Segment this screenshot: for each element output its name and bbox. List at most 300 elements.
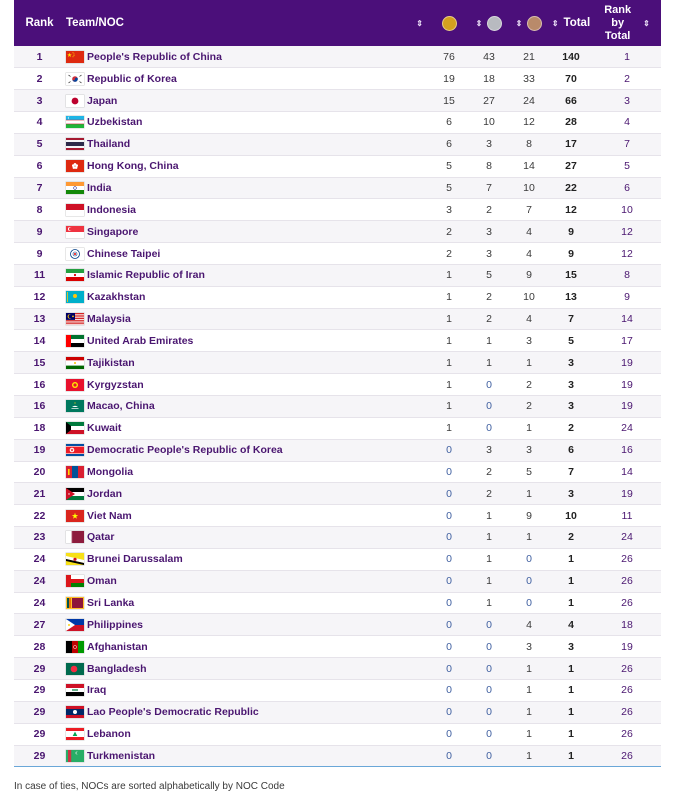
table-row: [14, 658, 661, 680]
bronze-column-header[interactable]: [509, 0, 549, 46]
bronze-count: 2: [526, 378, 532, 391]
rank-cell: 28: [33, 640, 46, 653]
table-row: [14, 352, 661, 374]
table-row: [14, 636, 661, 658]
total-count: 3: [568, 356, 574, 369]
bronze-count: 1: [526, 684, 532, 697]
rank-by-total: 9: [624, 291, 630, 304]
bronze-count: 4: [526, 313, 532, 326]
table-row: [14, 461, 661, 483]
team-name-link[interactable]: United Arab Emirates: [87, 334, 194, 347]
rank-by-total: 14: [621, 465, 633, 478]
silver-count: 1: [486, 509, 492, 522]
rank-by-total: 4: [624, 116, 630, 129]
rank-cell: 29: [33, 728, 46, 741]
rank-cell: 29: [33, 749, 46, 762]
iran-flag-icon: [66, 269, 84, 281]
total-count: 70: [565, 72, 577, 85]
team-cell-content: [65, 510, 429, 522]
table-row: [14, 243, 661, 265]
rank-by-total: 19: [621, 378, 633, 391]
gold-count: 1: [446, 400, 452, 413]
rank-by-total: 19: [621, 640, 633, 653]
bronze-count: 0: [526, 575, 532, 588]
total-count: 3: [568, 640, 574, 653]
team-cell-content: [65, 204, 429, 216]
china-flag-icon: [66, 51, 84, 63]
silver-count: 0: [486, 400, 492, 413]
table-row: [14, 199, 661, 221]
total-count: 17: [565, 138, 577, 151]
gold-count: 1: [446, 313, 452, 326]
rank-cell: 11: [33, 269, 46, 282]
india-flag-icon: [66, 182, 84, 194]
rank-by-total: 16: [621, 444, 633, 457]
total-column-header[interactable]: [549, 0, 593, 46]
sort-icon[interactable]: ⇕: [551, 18, 559, 28]
rank-cell: 22: [33, 509, 46, 522]
team-name-link[interactable]: India: [87, 181, 112, 194]
sort-icon[interactable]: ⇕: [515, 18, 523, 28]
silver-count: 2: [486, 203, 492, 216]
rank-cell: 9: [36, 225, 43, 238]
gold-count: 5: [446, 181, 452, 194]
rank-by-total-line: Total: [604, 29, 631, 42]
gold-count: 0: [446, 706, 452, 719]
total-count: 22: [565, 181, 577, 194]
team-name-link[interactable]: Viet Nam: [87, 509, 132, 522]
team-cell-content: [65, 182, 429, 194]
total-count: 1: [568, 553, 574, 566]
table-row: [14, 177, 661, 199]
rank-header-label: Rank: [25, 17, 54, 29]
team-cell-content: [65, 226, 429, 238]
afghanistan-flag-icon: [66, 641, 84, 653]
vietnam-flag-icon: [66, 510, 84, 522]
silver-count: 8: [486, 160, 492, 173]
total-count: 140: [562, 50, 580, 63]
bronze-count: 33: [523, 72, 535, 85]
team-cell: [65, 112, 429, 134]
team-name-link[interactable]: Tajikistan: [87, 356, 135, 369]
silver-count: 0: [486, 422, 492, 435]
team-cell-content: [65, 597, 429, 609]
rank-by-total: 19: [621, 400, 633, 413]
team-cell: [65, 527, 429, 549]
silver-count: 18: [483, 72, 495, 85]
rank-cell: 2: [36, 72, 43, 85]
gold-count: 0: [446, 684, 452, 697]
total-count: 1: [568, 575, 574, 588]
bronze-count: 24: [523, 94, 535, 107]
team-name-link[interactable]: Chinese Taipei: [87, 247, 161, 260]
rank-by-total: 19: [621, 356, 633, 369]
team-cell-content: [65, 706, 429, 718]
gold-medal-icon: [442, 16, 457, 31]
brunei-flag-icon: [66, 553, 84, 565]
total-count: 3: [568, 378, 574, 391]
team-name-link[interactable]: Qatar: [87, 531, 115, 544]
bronze-count: 1: [526, 487, 532, 500]
rank-cell: 24: [33, 553, 46, 566]
rank-cell: 4: [36, 116, 43, 129]
rank-cell: 27: [33, 618, 46, 631]
table-row: [14, 570, 661, 592]
rank-cell: 13: [33, 313, 46, 326]
rank-by-total: 26: [621, 597, 633, 610]
bronze-count: 1: [526, 531, 532, 544]
table-row: [14, 439, 661, 461]
gold-count: 1: [446, 269, 452, 282]
table-row: [14, 133, 661, 155]
medal-table: [14, 0, 661, 767]
dprk-flag-icon: [66, 444, 84, 456]
turkmenistan-flag-icon: [66, 750, 84, 762]
srilanka-flag-icon: [66, 597, 84, 609]
gold-count: 0: [446, 640, 452, 653]
gold-count: 0: [446, 749, 452, 762]
rank-by-total: 2: [624, 72, 630, 85]
team-cell-content: [65, 422, 429, 434]
gold-count: 0: [446, 575, 452, 588]
silver-count: 0: [486, 706, 492, 719]
team-name-link[interactable]: Kuwait: [87, 422, 122, 435]
team-name-link[interactable]: Bangladesh: [87, 662, 147, 675]
team-cell: [65, 439, 429, 461]
bronze-count: 21: [523, 50, 535, 63]
team-cell: [65, 658, 429, 680]
table-row: [14, 417, 661, 439]
team-cell-content: [65, 313, 429, 325]
silver-count: 0: [486, 618, 492, 631]
table-row: [14, 112, 661, 134]
total-count: 12: [565, 203, 577, 216]
team-name-link[interactable]: Thailand: [87, 138, 131, 151]
sort-icon[interactable]: ⇕: [416, 18, 423, 28]
team-name-link[interactable]: Lebanon: [87, 728, 131, 741]
rank-by-total: 26: [621, 575, 633, 588]
team-cell-content: [65, 531, 429, 543]
rank-by-total: 19: [621, 487, 633, 500]
header-row: [14, 0, 661, 46]
silver-count: 10: [483, 116, 495, 129]
silver-count: 2: [486, 487, 492, 500]
team-cell-content: [65, 248, 429, 260]
kazakhstan-flag-icon: [66, 291, 84, 303]
gold-count: 2: [446, 247, 452, 260]
team-cell-content: [65, 335, 429, 347]
bronze-medal-icon: [527, 16, 542, 31]
bronze-count: 1: [526, 706, 532, 719]
rank-by-total: 12: [621, 247, 633, 260]
bronze-count: 10: [523, 181, 535, 194]
rank-by-total-line: Rank: [604, 3, 632, 16]
oman-flag-icon: [66, 575, 84, 587]
rank-cell: 20: [33, 465, 46, 478]
team-cell: [65, 505, 429, 527]
bronze-count: 3: [526, 334, 532, 347]
team-name-link[interactable]: Uzbekistan: [87, 116, 143, 129]
silver-count: 3: [486, 444, 492, 457]
silver-count: 7: [486, 181, 492, 194]
silver-count: 2: [486, 313, 492, 326]
team-name-link[interactable]: Singapore: [87, 225, 139, 238]
team-name-link[interactable]: Oman: [87, 575, 117, 588]
lebanon-flag-icon: [66, 728, 84, 740]
team-name-link[interactable]: Turkmenistan: [87, 749, 156, 762]
rank-column-header[interactable]: [14, 0, 65, 46]
kuwait-flag-icon: [66, 422, 84, 434]
team-name-link[interactable]: People's Republic of China: [87, 50, 222, 63]
team-name-link[interactable]: Iraq: [87, 684, 107, 697]
gold-column-header[interactable]: [429, 0, 469, 46]
team-name-link[interactable]: Japan: [87, 94, 118, 107]
team-cell: [65, 243, 429, 265]
silver-count: 1: [486, 597, 492, 610]
table-row: [14, 701, 661, 723]
total-count: 5: [568, 334, 574, 347]
rank-cell: 8: [36, 203, 43, 216]
total-count: 9: [568, 247, 574, 260]
team-name-link[interactable]: Philippines: [87, 618, 144, 631]
team-cell: [65, 352, 429, 374]
table-row: [14, 221, 661, 243]
bronze-count: 4: [526, 225, 532, 238]
team-cell: [65, 548, 429, 570]
rank-by-total: 24: [621, 531, 633, 544]
rank-cell: 18: [33, 422, 46, 435]
laos-flag-icon: [66, 706, 84, 718]
silver-count: 1: [486, 531, 492, 544]
team-column-header[interactable]: [65, 0, 429, 46]
silver-count: 0: [486, 378, 492, 391]
silver-medal-icon: [487, 16, 502, 31]
team-name-link[interactable]: Brunei Darussalam: [87, 553, 183, 566]
team-cell: [65, 396, 429, 418]
bronze-count: 9: [526, 269, 532, 282]
rank-cell: 9: [36, 247, 43, 260]
rank-by-total: 26: [621, 728, 633, 741]
table-row: [14, 592, 661, 614]
rank-by-total: 7: [624, 138, 630, 151]
silver-count: 3: [486, 225, 492, 238]
gold-count: 0: [446, 444, 452, 457]
team-cell: [65, 461, 429, 483]
sort-icon[interactable]: ⇕: [643, 18, 650, 28]
medal-table-container: [14, 0, 660, 767]
total-count: 3: [568, 487, 574, 500]
bronze-count: 8: [526, 138, 532, 151]
team-cell-content: [65, 619, 429, 631]
silver-count: 1: [486, 575, 492, 588]
silver-column-header[interactable]: [469, 0, 509, 46]
rank-cell: 19: [33, 444, 46, 457]
table-row: [14, 396, 661, 418]
team-cell-content: [65, 116, 429, 128]
gold-count: 19: [443, 72, 455, 85]
team-cell: [65, 286, 429, 308]
team-cell-content: [65, 466, 429, 478]
tajikistan-flag-icon: [66, 357, 84, 369]
uzbekistan-flag-icon: [66, 116, 84, 128]
team-name-link[interactable]: Kazakhstan: [87, 291, 146, 304]
total-count: 66: [565, 94, 577, 107]
team-cell-content: [65, 357, 429, 369]
team-cell: [65, 570, 429, 592]
team-cell-content: [65, 728, 429, 740]
rank-by-total: 26: [621, 684, 633, 697]
total-count: 1: [568, 597, 574, 610]
bronze-count: 1: [526, 662, 532, 675]
jordan-flag-icon: [66, 488, 84, 500]
gold-count: 1: [446, 422, 452, 435]
silver-count: 0: [486, 749, 492, 762]
rank-by-total: 8: [624, 269, 630, 282]
gold-count: 6: [446, 138, 452, 151]
philippines-flag-icon: [66, 619, 84, 631]
total-header-label: Total: [563, 17, 591, 29]
total-count: 1: [568, 684, 574, 697]
rank-by-total: 6: [624, 181, 630, 194]
table-row: [14, 46, 661, 68]
gold-count: 3: [446, 203, 452, 216]
total-count: 10: [565, 509, 577, 522]
gold-count: 0: [446, 531, 452, 544]
korea-flag-icon: [66, 73, 84, 85]
rank-by-total: 17: [621, 334, 633, 347]
rank-cell: 21: [33, 487, 46, 500]
team-name-link[interactable]: Islamic Republic of Iran: [87, 269, 205, 282]
team-cell: [65, 221, 429, 243]
rank-cell: 5: [36, 138, 43, 151]
gold-count: 6: [446, 116, 452, 129]
team-name-link[interactable]: Macao, China: [87, 400, 155, 413]
team-cell-content: [65, 400, 429, 412]
team-name-link[interactable]: Lao People's Democratic Republic: [87, 706, 259, 719]
rank-cell: 12: [33, 291, 46, 304]
silver-count: 0: [486, 728, 492, 741]
thailand-flag-icon: [66, 138, 84, 150]
bronze-count: 0: [526, 597, 532, 610]
table-row: [14, 483, 661, 505]
total-count: 6: [568, 444, 574, 457]
table-body: [14, 46, 661, 767]
team-cell: [65, 330, 429, 352]
rank-by-total: 11: [621, 509, 633, 522]
rank-by-total: 18: [621, 618, 633, 631]
bronze-count: 9: [526, 509, 532, 522]
total-count: 15: [565, 269, 577, 282]
table-row: [14, 330, 661, 352]
team-name-link[interactable]: Sri Lanka: [87, 597, 135, 610]
silver-count: 3: [486, 247, 492, 260]
bronze-count: 3: [526, 444, 532, 457]
team-cell-content: [65, 444, 429, 456]
team-name-link[interactable]: Republic of Korea: [87, 72, 177, 85]
table-row: [14, 723, 661, 745]
rank-cell: 15: [33, 356, 46, 369]
team-cell: [65, 483, 429, 505]
team-cell: [65, 745, 429, 767]
rank-cell: 29: [33, 684, 46, 697]
team-name-link[interactable]: Afghanistan: [87, 640, 148, 653]
rank-by-total: 26: [621, 706, 633, 719]
team-cell: [65, 679, 429, 701]
total-count: 28: [565, 116, 577, 129]
rank-cell: 23: [33, 531, 46, 544]
bronze-count: 1: [526, 728, 532, 741]
silver-count: 0: [486, 662, 492, 675]
total-count: 1: [568, 728, 574, 741]
rank-by-total-header-label: [604, 4, 631, 43]
rank-by-total: 10: [621, 203, 633, 216]
table-row: [14, 90, 661, 112]
bronze-count: 12: [523, 116, 535, 129]
total-count: 4: [568, 618, 574, 631]
total-count: 3: [568, 400, 574, 413]
rank-cell: 16: [33, 378, 46, 391]
team-cell: [65, 614, 429, 636]
footnote: In case of ties, NOCs are sorted alphabetically by NOC Code: [14, 781, 285, 792]
team-cell-content: [65, 73, 429, 85]
bronze-count: 3: [526, 640, 532, 653]
rank-by-total: 3: [624, 94, 630, 107]
rank-cell: 6: [36, 160, 43, 173]
silver-count: 1: [486, 356, 492, 369]
team-name-link[interactable]: Mongolia: [87, 465, 134, 478]
silver-count: 27: [483, 94, 495, 107]
sort-icon[interactable]: ⇕: [475, 18, 483, 28]
team-cell: [65, 177, 429, 199]
table-header: [14, 0, 661, 46]
gold-count: 5: [446, 160, 452, 173]
team-cell: [65, 264, 429, 286]
silver-count: 1: [486, 334, 492, 347]
table-row: [14, 548, 661, 570]
team-name-link[interactable]: Indonesia: [87, 203, 137, 216]
rank-by-total: 12: [621, 225, 633, 238]
gold-count: 0: [446, 662, 452, 675]
bronze-count: 0: [526, 553, 532, 566]
uae-flag-icon: [66, 335, 84, 347]
team-cell-content: [65, 684, 429, 696]
total-count: 9: [568, 225, 574, 238]
total-count: 7: [568, 465, 574, 478]
rank-cell: 24: [33, 575, 46, 588]
team-name-link[interactable]: Democratic People's Republic of Korea: [87, 444, 283, 457]
silver-count: 5: [486, 269, 492, 282]
bronze-count: 14: [523, 160, 535, 173]
bangladesh-flag-icon: [66, 663, 84, 675]
team-cell-content: [65, 575, 429, 587]
team-cell-content: [65, 641, 429, 653]
gold-count: 0: [446, 487, 452, 500]
gold-count: 0: [446, 618, 452, 631]
team-cell: [65, 636, 429, 658]
rank-by-total: 1: [624, 50, 630, 63]
team-name-link[interactable]: Kyrgyzstan: [87, 378, 144, 391]
team-name-link[interactable]: Hong Kong, China: [87, 160, 179, 173]
bronze-count: 1: [526, 356, 532, 369]
table-row: [14, 264, 661, 286]
rank-cell: 7: [36, 181, 43, 194]
rank-by-total-column-header[interactable]: [593, 0, 661, 46]
silver-count: 0: [486, 684, 492, 697]
team-name-link[interactable]: Malaysia: [87, 313, 131, 326]
team-name-link[interactable]: Jordan: [87, 487, 123, 500]
hongkong-flag-icon: [66, 160, 84, 172]
silver-count: 2: [486, 291, 492, 304]
